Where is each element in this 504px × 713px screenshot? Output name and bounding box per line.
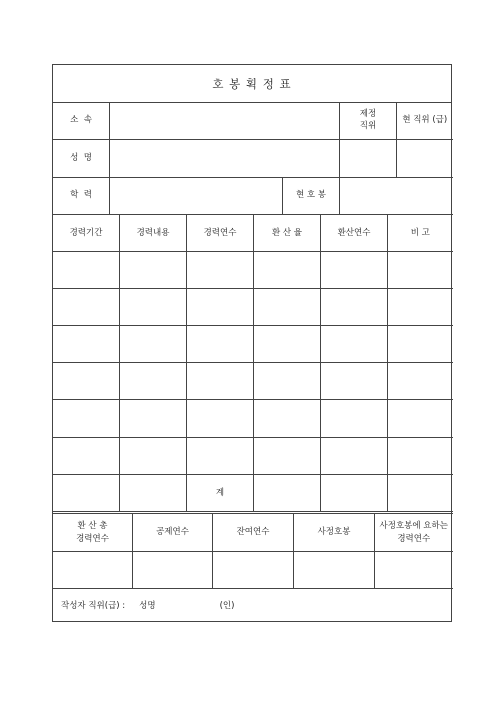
writer-position-label: 작성자 직위(급) : (61, 601, 126, 611)
total-label: 계 (187, 475, 254, 512)
table-row (53, 552, 453, 589)
table-row (53, 363, 453, 400)
form-title: 호 봉 획 정 표 (53, 65, 451, 103)
name-value[interactable] (110, 139, 340, 177)
education-label: 학 력 (53, 177, 110, 214)
col-total-converted-years: 환 산 총 경력연수 (53, 514, 133, 552)
affiliation-label: 소 속 (53, 102, 110, 139)
current-grade-label: 현 호 봉 (283, 177, 340, 214)
career-table (52, 214, 453, 512)
current-grade-value[interactable] (340, 177, 453, 214)
personal-info-table (52, 102, 453, 215)
signature-line (53, 588, 451, 622)
col-career-content: 경력내용 (120, 215, 187, 252)
affiliation-value[interactable] (110, 102, 340, 139)
table-row (53, 326, 453, 363)
seal-label: (인) (219, 601, 235, 611)
col-remarks: 비 고 (388, 215, 453, 252)
col-converted-years: 환산연수 (321, 215, 388, 252)
name-label: 성 명 (53, 139, 110, 177)
col-required-career-years: 사정호봉에 요하는 경력연수 (375, 514, 453, 552)
col-career-years: 경력연수 (187, 215, 254, 252)
table-row (53, 438, 453, 475)
current-position-label: 현 직위 (급) (397, 102, 453, 139)
enact-position-label: 제정 직위 (340, 102, 397, 139)
table-row (53, 289, 453, 326)
education-value[interactable] (110, 177, 283, 214)
table-row (53, 252, 453, 289)
col-deducted-years: 공제연수 (133, 514, 213, 552)
writer-name-label: 성명 (139, 601, 156, 611)
col-remaining-years: 잔여연수 (213, 514, 294, 552)
total-row (53, 475, 453, 512)
enact-position-value[interactable] (340, 139, 397, 177)
career-header-row (53, 215, 453, 252)
table-row (53, 400, 453, 438)
col-conversion-rate: 환 산 율 (254, 215, 321, 252)
current-position-value[interactable] (397, 139, 453, 177)
col-career-period: 경력기간 (53, 215, 120, 252)
summary-header-row (53, 514, 453, 552)
grade-assessment-form (52, 64, 452, 622)
summary-table (52, 513, 453, 589)
col-assessed-grade: 사정호봉 (294, 514, 375, 552)
